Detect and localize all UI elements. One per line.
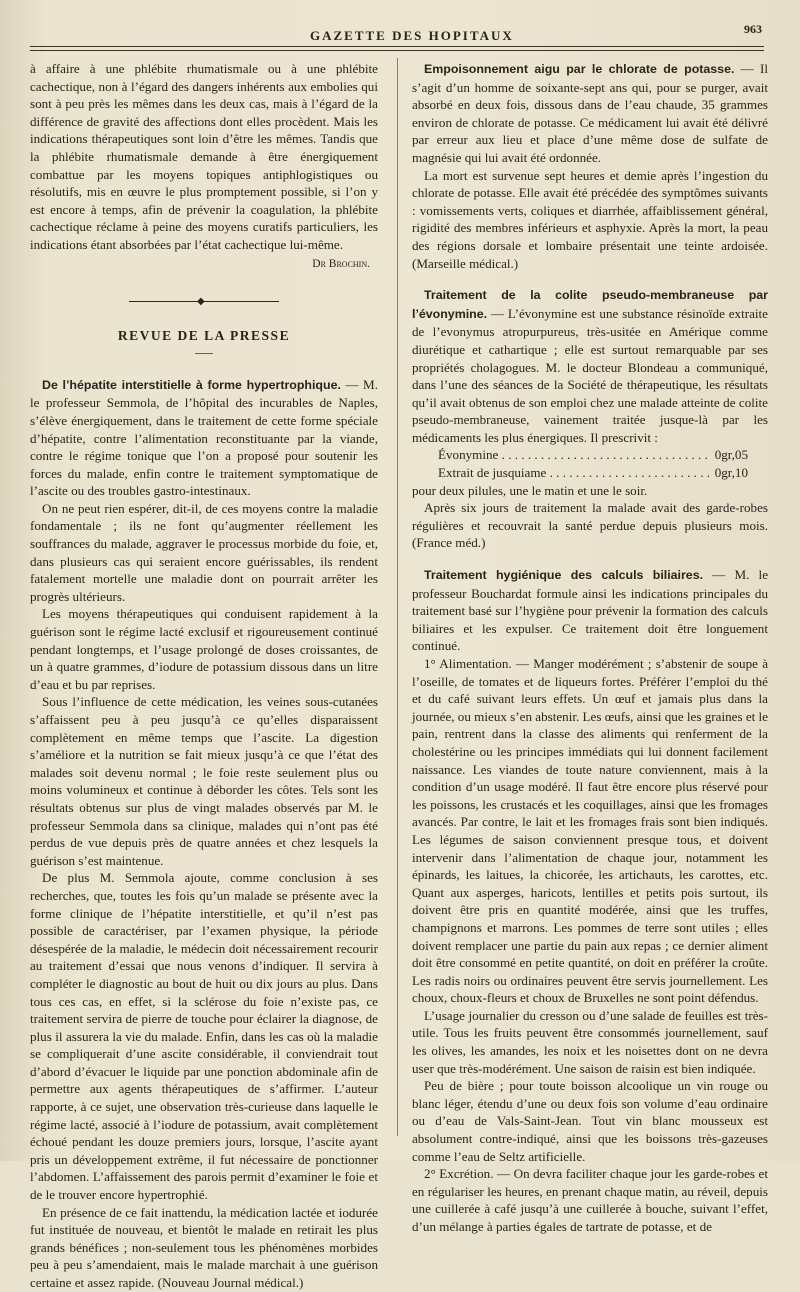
header-rule-thin — [30, 50, 764, 51]
formula-line — [412, 446, 768, 464]
journal-title: GAZETTE DES HOPITAUX — [310, 28, 514, 43]
article-paragraph — [412, 60, 768, 167]
ornamental-divider — [129, 297, 279, 307]
article-paragraph: L’usage journalier du cresson ou d’une salade de feuilles est très-utile. Tous les fruits peuvent être consommés journellement, sauf les olives, les amandes, les noix et les noisettes dont on ne devra user que très-modérément. Une saison de raisin est bien indiquée. — [412, 1007, 768, 1076]
column-divider — [397, 58, 398, 1136]
formula-note: pour deux pilules, une le matin et une le soir. — [412, 482, 648, 498]
formula-ingredient: Extrait de jusquiame . . . — [438, 464, 711, 482]
section-rule — [195, 353, 213, 354]
article-paragraph: On ne peut rien espérer, dit-il, de ces moyens contre la maladie fondamentale ; ils ne font qu’augmenter réellement les souffrances du malade, aggraver le processus morbide du foie, et, dans plusieurs cas qui seraient encore guérissables, ils rendent fatalement mortelle une maladie dont on pourrait arrêter les progrès ultérieurs. — [30, 500, 378, 604]
article-paragraph: Les moyens thérapeutiques qui conduisent rapidement à la guérison sont le régime lacté exclusif et rigoureusement continué pendant longtemps, et l’usage prolongé de doses croissantes, de un à quatre grammes, d’iodure de potassium dissous dans un litre d’eau et bu par reprises. — [30, 606, 378, 692]
article-paragraph: 2° Excrétion. — On devra faciliter chaque jour les garde-robes et en régulariser les heures, en prenant chaque matin, au réveil, depuis une cuillerée à café jusqu’à une cuillerée à bouche, suivant l’effet, d’un mélange à parties égales de tartrate de potasse, et de — [412, 1166, 768, 1234]
article-paragraph: Peu de bière ; pour toute boisson alcoolique un vin rouge ou blanc léger, étendu d’une ou deux fois son volume d’eau ordinaire ou d’eau de Vals-Saint-Jean. Tout vin blanc mousseux est absolument contre-indiqué, ainsi que les boissons très-gazeuses comme l’eau de Seltz artificielle. — [412, 1078, 768, 1164]
article-paragraph — [412, 566, 768, 655]
article-title: De l’hépatite interstitielle à forme hypertrophique. — [42, 377, 341, 392]
formula-line — [412, 464, 768, 482]
right-column — [412, 60, 768, 1236]
article-paragraph — [30, 376, 378, 500]
spacer — [412, 272, 768, 286]
article-paragraph: Sous l’influence de cette médication, les veines sous-cutanées s’affaissent peu à peu jusqu’à ce qu’elles disparaissent complètement en même temps que l’ascite. La digestion s’améliore et la nutrition se fait mieux jusqu’à ce que l’état des malades soit devenu normal ; le foie reste seulement plus ou moins volumineux et continue à déborder les côtes. Tels sont les résultats obtenus sur plus de vingt malades observés par M. le professeur Semmola dans sa clinique, malades qui n’ont pas été perdus de vue depuis près de quatre années et chez lesquels la guérison s’est maintenue. — [30, 694, 378, 868]
article-paragraph: En présence de ce fait inattendu, la médication lactée et iodurée fut instituée de nouveau, et bientôt le malade en retirait les plus grands bénéfices ; non-seulement tous les phénomènes morbides peu à peu s’amendaient, mais le malade marchait à une guérison certaine et assez rapide. (Nouveau Journal médical.) — [30, 1204, 378, 1290]
article-title: Traitement de la colite pseudo-membraneuse par l’évonymine. — [412, 288, 768, 321]
article-title: Traitement hygiénique des calculs biliaires. — [424, 568, 704, 583]
left-column — [30, 60, 378, 1292]
article-paragraph — [412, 286, 768, 446]
formula-ingredient: Évonymine . . . — [438, 446, 711, 464]
article-text: — L’évonymine est une substance résinoïde extraite de l’evonymus atropurpureus, très-usitée en Amérique comme diurétique et cathartique ; elle est surtout remarquable par ses propriétés cholagogues. M. le docteur Blondeau a communiqué, dans l’une des séances de la Société de thérapeutique, les résultats qu’il avait obtenus de son emploi chez une malade atteinte de colite pseudo-membraneuse, vainement traitée jusque-là par les médicaments les plus énergiques. Il prescrivit : — [412, 305, 768, 445]
article-paragraph: De plus M. Semmola ajoute, comme conclusion à ses recherches, que, toutes les fois qu’un malade se présente avec la forme clinique de l’hépatite interstitielle, et qu’il n’est pas possible de caractériser, par l’examen physique, la période désespérée de la maladie, le médecin doit nécessairement recourir au traitement d’essai que nous venons d’indiquer. Il servira à compléter le diagnostic au bout de huit ou dix jours au plus. Dans tous ces cas, en effet, si la sclérose du foie n’existe pas, ce traitement servira de pierre de touche pour éclairer la diagnose, de plus il assurera la vie du malade. Enfin, dans les cas où la maladie se compliquerait d’une ascite considérable, il conviendrait tout d’abord d’évacuer le liquide par une ponction abdominale afin de permettre aux agents thérapeutiques de s’affirmer. L’auteur rapporte, à ce sujet, une observation très-curieuse dans laquelle le régime lacté, associé à l’iodure de potassium, avait complètement échoué pendant les douze premiers jours, lorsque, l’ascite ayant pris un développement extrême, il fut nécessaire de ponctionner l’abdomen. L’affaissement des parois permit d’examiner le foie et de le trouver encore hypertrophié. — [30, 870, 378, 1203]
article-paragraph: Après six jours de traitement la malade avait des garde-robes régulières et recouvrait la santé perdue depuis plusieurs mois. (France méd.) — [412, 500, 768, 551]
author-signature: Dr Brochin. — [312, 257, 370, 270]
article-paragraph: 1° Alimentation. — Manger modérément ; s’abstenir de soupe à l’oseille, de tomates et de liqueurs fortes. Préférer l’emploi du thé et du café suivant leurs effets. Un œuf et jamais plus dans la journée, ou mieux s’en abstenir. Les œufs, ainsi que les graines et le pain, rentrent dans la classe des aliments qui renferment de la cholestérine ou les principes immédiats qui lui donnent facilement naissance. Les viandes de toute nature conviennent, mais à la condition d’un usage modéré. Il faut être encore plus réservé pour les poissons, les crustacés et les coquillages, ainsi que les fromages avancés. Par contre, le lait et les fromages frais sont bien indiqués. Les légumes de saison conviennent presque tous, et doivent intervenir dans l’alimentation de chaque jour, notamment les épinards, les laitues, la chicorée, les artichauts, les carottes, etc. Quant aux asperges, haricots, lentilles et petits pois surtout, ils doivent être pris en quantité modérée, ainsi que les truffes, champignons et marrons. Les pommes de terre sont utiles ; elles doivent remplacer une partie du pain aux repas ; ce dernier aliment doit être consommé en petite quantité, on doit en préférer la croûte. Les radis noirs ou ordinaires peuvent être servis journellement. Les choux, choux-fleurs et choux de Bruxelles ne sont point défendus. — [412, 656, 768, 1006]
article-text: — M. le professeur Bouchardat formule ainsi les indications principales du traitement basé sur l’hygiène pour prévenir la formation des calculs biliaires et les expulser. Ce traitement doit être longuement continué. — [412, 567, 769, 654]
page-number: 963 — [744, 22, 762, 36]
formula-dose: 0gr,05 — [714, 447, 748, 463]
article-title: Empoisonnement aigu par le chlorate de potasse. — [424, 62, 735, 76]
section-title: REVUE DE LA PRESSE — [117, 328, 291, 344]
article-text: — Il s’agit d’un homme de soixante-sept ans qui, pour se purger, avait absorbé en deux fois, dissous dans de l’eau chaude, 35 grammes environ de chlorate de potasse. Ce médicament lui avait été délivré par erreur aux lieu et place d’une même dose de sulfate de magnésie qui lui avait été ordonnée. — [412, 61, 768, 165]
article-text: — M. le professeur Semmola, de l’hôpital des incurables de Naples, s’élève énergiquement, dans le traitement de cette forme spéciale d’hépatite, contre l’alimentation reconstituante par la viande, contre le régime tonique que l’on a proposé pour soutenir les forces du malade, enfin contre le traitement symptomatique de l’ascite ou des troubles gastro-intestinaux. — [30, 376, 378, 499]
header-rule — [30, 46, 764, 47]
article-paragraph: La mort est survenue sept heures et demie après l’ingestion du chlorate de potasse. Elle avait été précédée des symptômes suivants : vomissements verts, coliques et diarrhée, affaiblissement général, rigidité des membres inférieurs et asphyxie. Après la mort, la peau des régions dorsale et lombaire présentait une teinte ardoisée. (Marseille médical.) — [412, 167, 768, 271]
formula-dose: 0gr,10 — [714, 465, 748, 481]
intro-paragraph: à affaire à une phlébite rhumatismale ou à une phlébite cachectique, non à l’égard des dangers inhérents aux embolies qui sont à peu près les mêmes dans les deux cas, mais à l’égard de la différence de gravité des affections dont elles procèdent. Mais les indications thérapeutiques sont loin d’être les mêmes. Tandis que la phlébite rhumatismale demande à être énergiquement combattue par les moyens topiques antiphlogistiques ou résolutifs, mis en œuvre le plus promptement possible, si l’on y est encore à temps, afin de prévenir la coagulation, la phlébite cachectique réclame à peine des moyens curatifs particuliers, les indications étant absorbées par l’état cachectique lui-même. — [30, 61, 378, 252]
spacer — [412, 552, 768, 566]
